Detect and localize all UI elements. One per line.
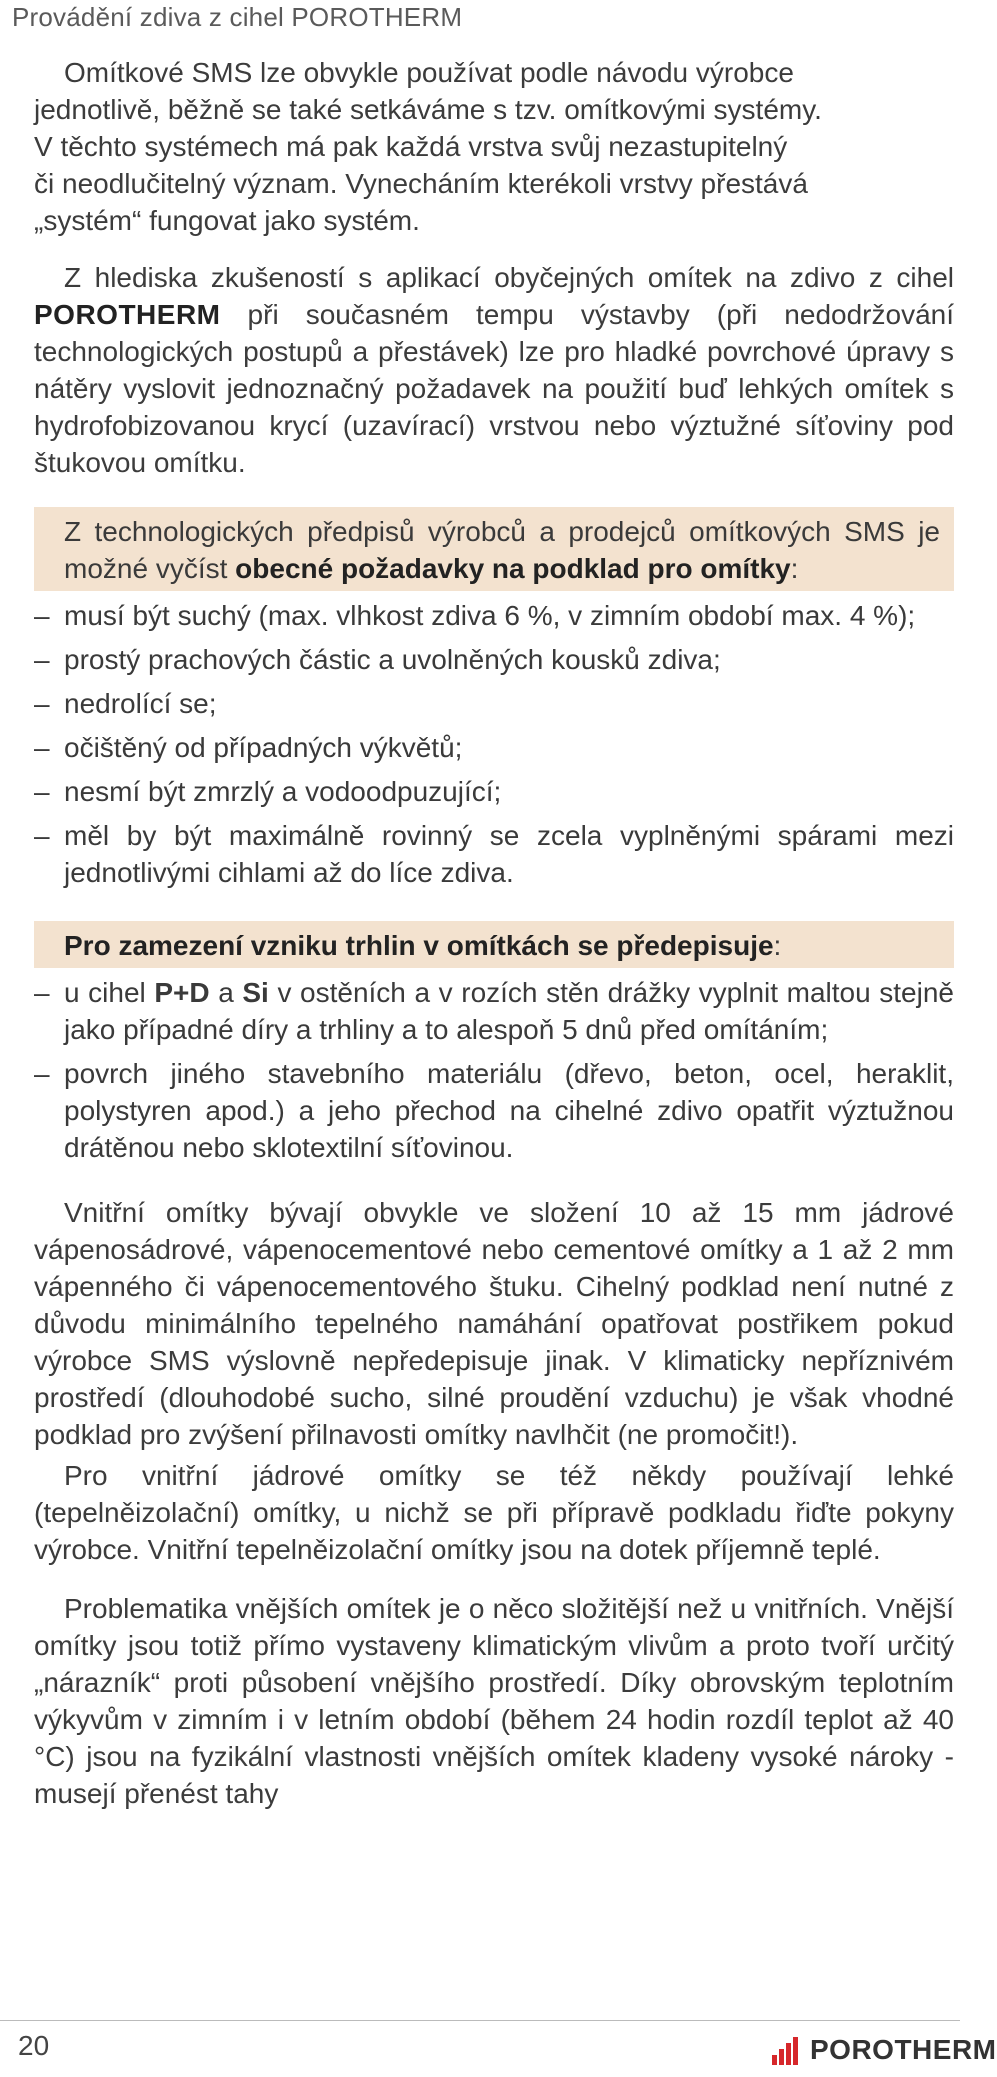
requirements-list — [34, 597, 954, 891]
crack-prevention-section — [34, 921, 954, 1166]
section-heading — [34, 921, 954, 968]
text-line: V těchto systémech má pak každá vrstva svůj nezastupitelný — [34, 131, 788, 162]
text-line: Omítkové SMS lze obvykle používat podle návodu výrobce — [64, 57, 794, 88]
list-item: – nedrolící se; — [34, 685, 954, 722]
text-span: a — [209, 977, 243, 1008]
text-span: u cihel — [64, 977, 155, 1008]
logo-text: POROTHERM — [810, 2034, 997, 2065]
crack-prevention-list — [34, 974, 954, 1166]
list-item: – nesmí být zmrzlý a vodoodpuzující; — [34, 773, 954, 810]
text-span: při současném tempu výstavby (při nedodržování technologických postupů a přestávek) lze pro hladké povrchové úpravy s nátěry vyslovit jednoznačný požadavek na použití buď lehkých omítek s hydrofobizovanou krycí (uzavírací) vrstvou nebo výztužné síťoviny pod štukovou omítku. — [34, 299, 954, 478]
text-span: Z technologických předpisů výrobců a prodejců omítkových SMS je možné vyčíst — [64, 516, 940, 584]
section-heading — [34, 507, 954, 591]
list-item: – měl by být maximálně rovinný se zcela vyplněnými spárami mezi jednotlivými cihlami až do líce zdiva. — [34, 817, 954, 891]
page-number: 20 — [18, 2030, 50, 2061]
paragraph-interior-plaster: Vnitřní omítky bývají obvykle ve složení 10 až 15 mm jádrové vápenosádrové, vápenocementové nebo cementové omítky a 1 až 2 mm vápenného či vápenocementového štuku. Cihelný podklad není nutné z důvodu minimálního tepelného namáhání opatřovat postřikem pokud výrobce SMS výslovně nepředepisuje jinak. V klimaticky nepříznivém prostředí (dlouhodobé sucho, silné proudění vzduchu) je však vhodné podklad pro zvýšení přilnavosti omítky navlhčit (ne promočit!). — [34, 1197, 954, 1450]
list-item: – očištěný od případných výkvětů; — [34, 729, 954, 766]
text-span: : — [790, 553, 799, 584]
wienerberger-mark-icon — [770, 2033, 804, 2067]
list-item — [34, 974, 954, 1048]
text-line: či neodlučitelný význam. Vynecháním kterékoli vrstvy přestává — [34, 168, 808, 199]
text-span: Z hlediska zkušeností s aplikací obyčejných omítek na zdivo z cihel — [64, 262, 954, 293]
porotherm-logo — [770, 2030, 997, 2070]
list-item: – prostý prachových částic a uvolněných kousků zdiva; — [34, 641, 954, 678]
text-line: jednotlivě, běžně se také setkáváme s tzv. omítkovými systémy. — [34, 94, 822, 125]
brand-name: POROTHERM — [34, 299, 221, 330]
paragraph-porotherm-experience — [34, 259, 954, 481]
text-span: v ostěních a v rozích stěn drážky vyplnit maltou stejně jako případné díry a trhliny a to alespoň 5 dnů před omítáním; — [64, 977, 954, 1045]
paragraph-sms-systems — [34, 54, 954, 239]
bold-term: obecné požadavky na podklad pro omítky — [235, 553, 791, 584]
paragraph-thermal-plaster: Pro vnitřní jádrové omítky se též někdy používají lehké (tepelněizolační) omítky, u nichž se při přípravě podkladu řiďte pokyny výrobce. Vnitřní tepelněizolační omítky jsou na dotek příjemně teplé. — [34, 1460, 954, 1565]
bold-term: Si — [242, 977, 269, 1008]
list-item: – musí být suchý (max. vlhkost zdiva 6 %, v zimním období max. 4 %); — [34, 597, 954, 634]
list-item: – povrch jiného stavebního materiálu (dřevo, beton, ocel, heraklit, polystyren apod.) a jeho přechod na cihelné zdivo opatřit výztužnou drátěnou nebo sklotextilní síťovinou. — [34, 1055, 954, 1166]
bold-heading: Pro zamezení vzniku trhlin v omítkách se předepisuje — [64, 930, 774, 961]
bold-term: P+D — [154, 977, 210, 1008]
text-span: : — [773, 930, 782, 961]
paragraph-exterior-plaster: Problematika vnějších omítek je o něco složitější než u vnitřních. Vnější omítky jsou totiž přímo vystaveny klimatickým vlivům a proto tvoří určitý „nárazník“ proti působení vnějšího prostředí. Díky obrovským teplotním výkyvům v zimním i v letním období (během 24 hodin rozdíl teplot až 40 °C) jsou na fyzikální vlastnosti vnějších omítek kladeny vysoké nároky - musejí přenést tahy — [34, 1593, 954, 1809]
substrate-requirements-section — [34, 507, 954, 891]
running-header: Provádění zdiva z cihel POROTHERM — [12, 2, 463, 32]
footer-divider — [0, 2020, 960, 2021]
text-line: „systém“ fungovat jako systém. — [34, 205, 420, 236]
page-content — [34, 54, 954, 1834]
